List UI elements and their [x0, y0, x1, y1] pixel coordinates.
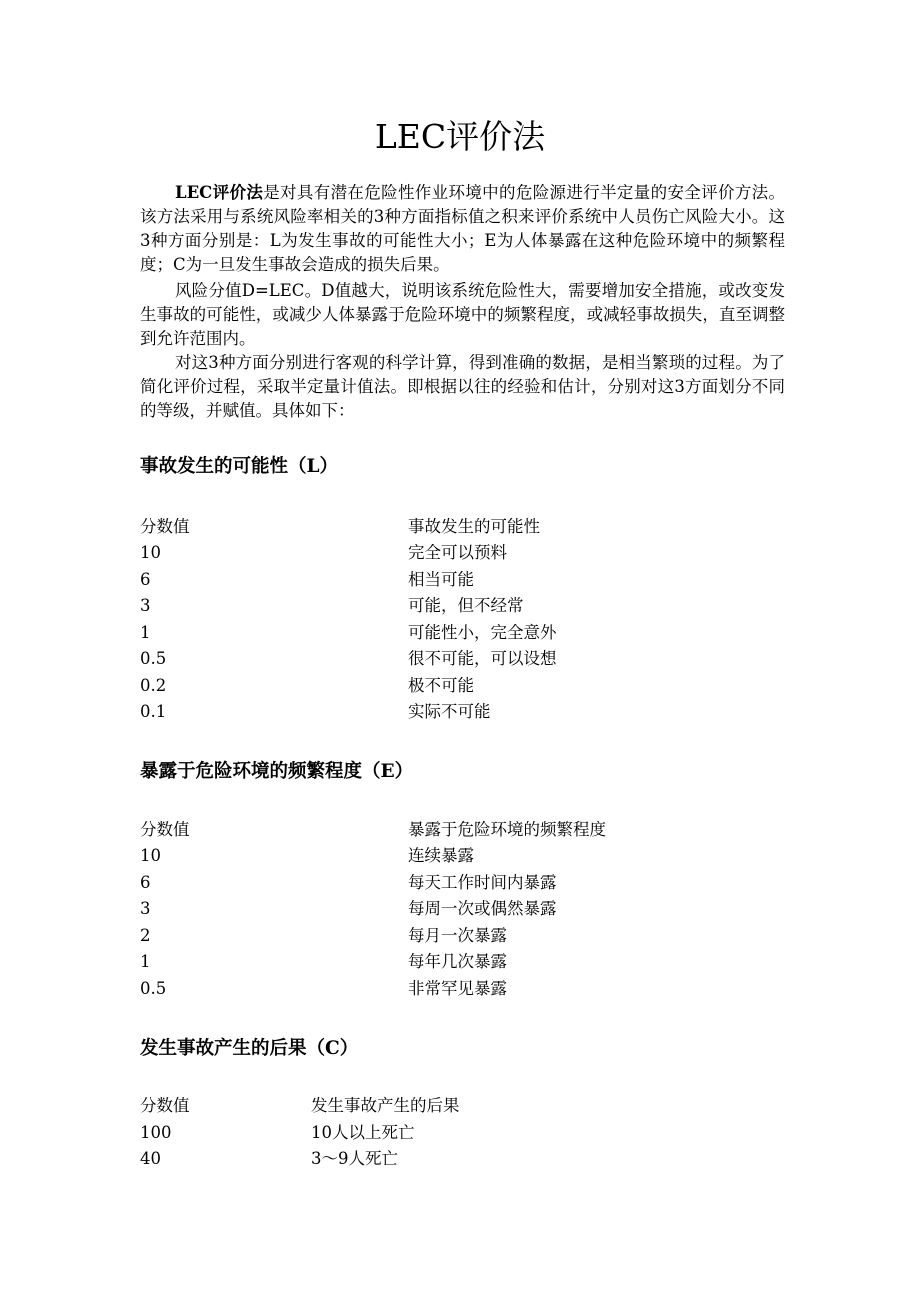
score-cell: 40	[140, 1149, 161, 1168]
description-cell: 完全可以预料	[408, 543, 507, 562]
description-cell: 每月一次暴露	[408, 926, 507, 945]
column-header-score: 分数值	[140, 517, 190, 536]
score-cell: 0.5	[140, 979, 167, 998]
score-cell: 10	[140, 846, 161, 865]
description-cell: 相当可能	[408, 570, 474, 589]
table-row	[140, 673, 780, 699]
table-row	[140, 896, 780, 922]
table-row	[140, 540, 780, 566]
table-row	[140, 843, 780, 869]
description-cell: 可能性小，完全意外	[408, 623, 557, 642]
column-header-score: 分数值	[140, 1096, 190, 1115]
score-cell: 1	[140, 623, 151, 642]
section-heading-e: 暴露于危险环境的频繁程度（E）	[140, 761, 414, 782]
score-cell: 2	[140, 926, 151, 945]
table-row	[140, 646, 780, 672]
score-cell: 3	[140, 596, 151, 615]
table-header-row	[140, 1093, 780, 1119]
score-cell: 6	[140, 570, 151, 589]
column-header-description: 暴露于危险环境的频繁程度	[408, 820, 606, 839]
description-cell: 10人以上死亡	[311, 1123, 415, 1142]
description-cell: 可能，但不经常	[408, 596, 524, 615]
column-header-score: 分数值	[140, 820, 190, 839]
score-cell: 10	[140, 543, 161, 562]
score-cell: 6	[140, 873, 151, 892]
column-header-description: 事故发生的可能性	[408, 517, 540, 536]
description-cell: 很不可能，可以设想	[408, 649, 557, 668]
table-header-row	[140, 514, 780, 540]
score-cell: 0.2	[140, 676, 167, 695]
intro-lead-term: LEC评价法	[175, 183, 264, 202]
table-row	[140, 870, 780, 896]
table-row	[140, 976, 780, 1002]
table-row	[140, 699, 780, 725]
intro-paragraph-1-text: 是对具有潜在危险性作业环境中的危险源进行半定量的安全评价方法。该方法采用与系统风险率相关的3种方面指标值之积来评价系统中人员伤亡风险大小。这3种方面分别是：L为发生事故的可能性大小；E为人体暴露在这种危险环境中的频繁程度；C为一旦发生事故会造成的损失后果。	[140, 183, 785, 274]
section-heading-c: 发生事故产生的后果（C）	[140, 1038, 359, 1059]
table-row	[140, 620, 780, 646]
table-row	[140, 567, 780, 593]
score-cell: 100	[140, 1123, 172, 1142]
table-row	[140, 593, 780, 619]
description-cell: 每周一次或偶然暴露	[408, 899, 557, 918]
score-cell: 0.5	[140, 649, 167, 668]
table-row	[140, 1120, 780, 1146]
description-cell: 每年几次暴露	[408, 952, 507, 971]
page-title: LEC评价法	[374, 117, 546, 156]
score-cell: 0.1	[140, 702, 167, 721]
description-cell: 非常罕见暴露	[408, 979, 507, 998]
section-heading-l: 事故发生的可能性（L）	[140, 456, 339, 477]
intro-paragraph-1	[140, 181, 785, 277]
score-cell: 1	[140, 952, 151, 971]
description-cell: 3～9人死亡	[311, 1149, 398, 1168]
table-row	[140, 1146, 780, 1172]
description-cell: 实际不可能	[408, 702, 491, 721]
score-cell: 3	[140, 899, 151, 918]
table-row	[140, 949, 780, 975]
description-cell: 连续暴露	[408, 846, 474, 865]
intro-paragraph-2: 风险分值D=LEC。D值越大，说明该系统危险性大，需要增加安全措施，或改变发生事故的可能性，或减少人体暴露于危险环境中的频繁程度，或减轻事故损失，直至调整到允许范围内。	[140, 281, 785, 348]
table-row	[140, 923, 780, 949]
description-cell: 极不可能	[408, 676, 474, 695]
table-header-row	[140, 817, 780, 843]
description-cell: 每天工作时间内暴露	[408, 873, 557, 892]
intro-paragraph-3: 对这3种方面分别进行客观的科学计算，得到准确的数据，是相当繁琐的过程。为了简化评价过程，采取半定量计值法。即根据以往的经验和估计，分别对这3方面划分不同的等级，并赋值。具体如下：	[140, 353, 785, 420]
column-header-description: 发生事故产生的后果	[311, 1096, 460, 1115]
